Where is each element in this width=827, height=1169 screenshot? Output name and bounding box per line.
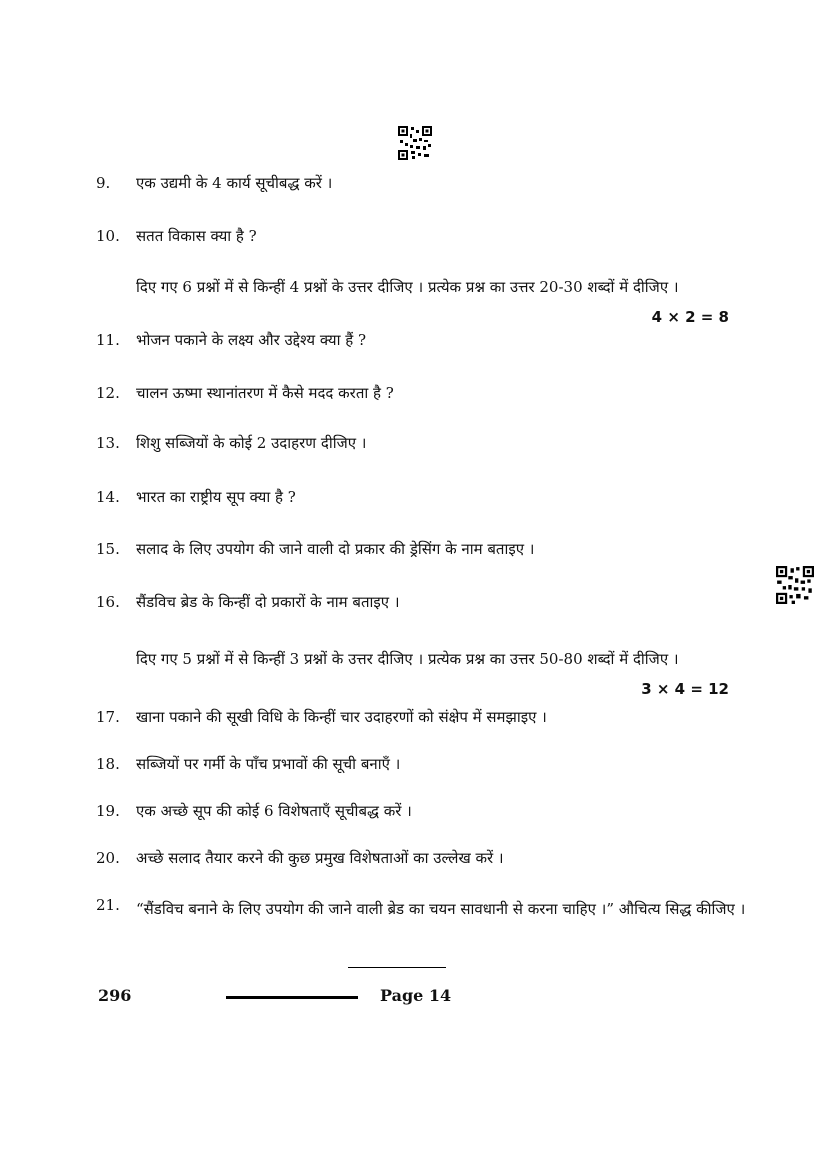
section-c-instruction: दिए गए 5 प्रश्नों में से किन्हीं 3 प्रश्नों के उत्तर दीजिए । प्रत्येक प्रश्न का उत्तर 50-80 शब्दों में दीजिए । bbox=[136, 650, 679, 668]
question-text: भारत का राष्ट्रीय सूप क्या है ? bbox=[136, 488, 296, 506]
question-text: अच्छे सलाद तैयार करने की कुछ प्रमुख विशेषताओं का उल्लेख करें । bbox=[136, 849, 504, 867]
section-b-marks: 4 × 2 = 8 bbox=[651, 308, 729, 326]
page-number: Page 14 bbox=[380, 986, 452, 1005]
question-number: 17. bbox=[96, 708, 120, 726]
question-text: भोजन पकाने के लक्ष्य और उद्देश्य क्या हैं ? bbox=[136, 331, 366, 349]
question-number: 10. bbox=[96, 227, 120, 245]
qr-code-top bbox=[398, 126, 432, 160]
question-text: सब्जियों पर गर्मी के पाँच प्रभावों की सूची बनाएँ । bbox=[136, 755, 401, 773]
section-c-marks: 3 × 4 = 12 bbox=[641, 680, 729, 698]
question-text: सलाद के लिए उपयोग की जाने वाली दो प्रकार की ड्रेसिंग के नाम बताइए । bbox=[136, 540, 535, 558]
end-rule bbox=[348, 967, 446, 968]
question-text: एक अच्छे सूप की कोई 6 विशेषताएँ सूचीबद्ध करें । bbox=[136, 802, 412, 820]
question-text: शिशु सब्जियों के कोई 2 उदाहरण दीजिए । bbox=[136, 434, 367, 452]
question-number: 21. bbox=[96, 896, 120, 914]
question-text: सैंडविच ब्रेड के किन्हीं दो प्रकारों के नाम बताइए । bbox=[136, 593, 400, 611]
question-number: 14. bbox=[96, 488, 120, 506]
question-number: 15. bbox=[96, 540, 120, 558]
question-number: 19. bbox=[96, 802, 120, 820]
question-text: चालन ऊष्मा स्थानांतरण में कैसे मदद करता है ? bbox=[136, 384, 394, 402]
question-text: सतत विकास क्या है ? bbox=[136, 227, 257, 245]
question-number: 16. bbox=[96, 593, 120, 611]
question-number: 12. bbox=[96, 384, 120, 402]
question-number: 18. bbox=[96, 755, 120, 773]
question-text: एक उद्यमी के 4 कार्य सूचीबद्ध करें । bbox=[136, 174, 333, 192]
section-b-instruction: दिए गए 6 प्रश्नों में से किन्हीं 4 प्रश्नों के उत्तर दीजिए । प्रत्येक प्रश्न का उत्तर 20-30 शब्दों में दीजिए । bbox=[136, 278, 679, 296]
footer-rule bbox=[226, 996, 358, 999]
question-number: 20. bbox=[96, 849, 120, 867]
question-number: 9. bbox=[96, 174, 111, 192]
question-text: खाना पकाने की सूखी विधि के किन्हीं चार उदाहरणों को संक्षेप में समझाइए । bbox=[136, 708, 547, 726]
question-number: 13. bbox=[96, 434, 120, 452]
question-number: 11. bbox=[96, 331, 120, 349]
question-text: “सैंडविच बनाने के लिए उपयोग की जाने वाली ब्रेड का चयन सावधानी से करना चाहिए ।” औचित्य सिद्ध कीजिए । bbox=[136, 900, 746, 918]
question-paper-code: 296 bbox=[98, 986, 132, 1005]
